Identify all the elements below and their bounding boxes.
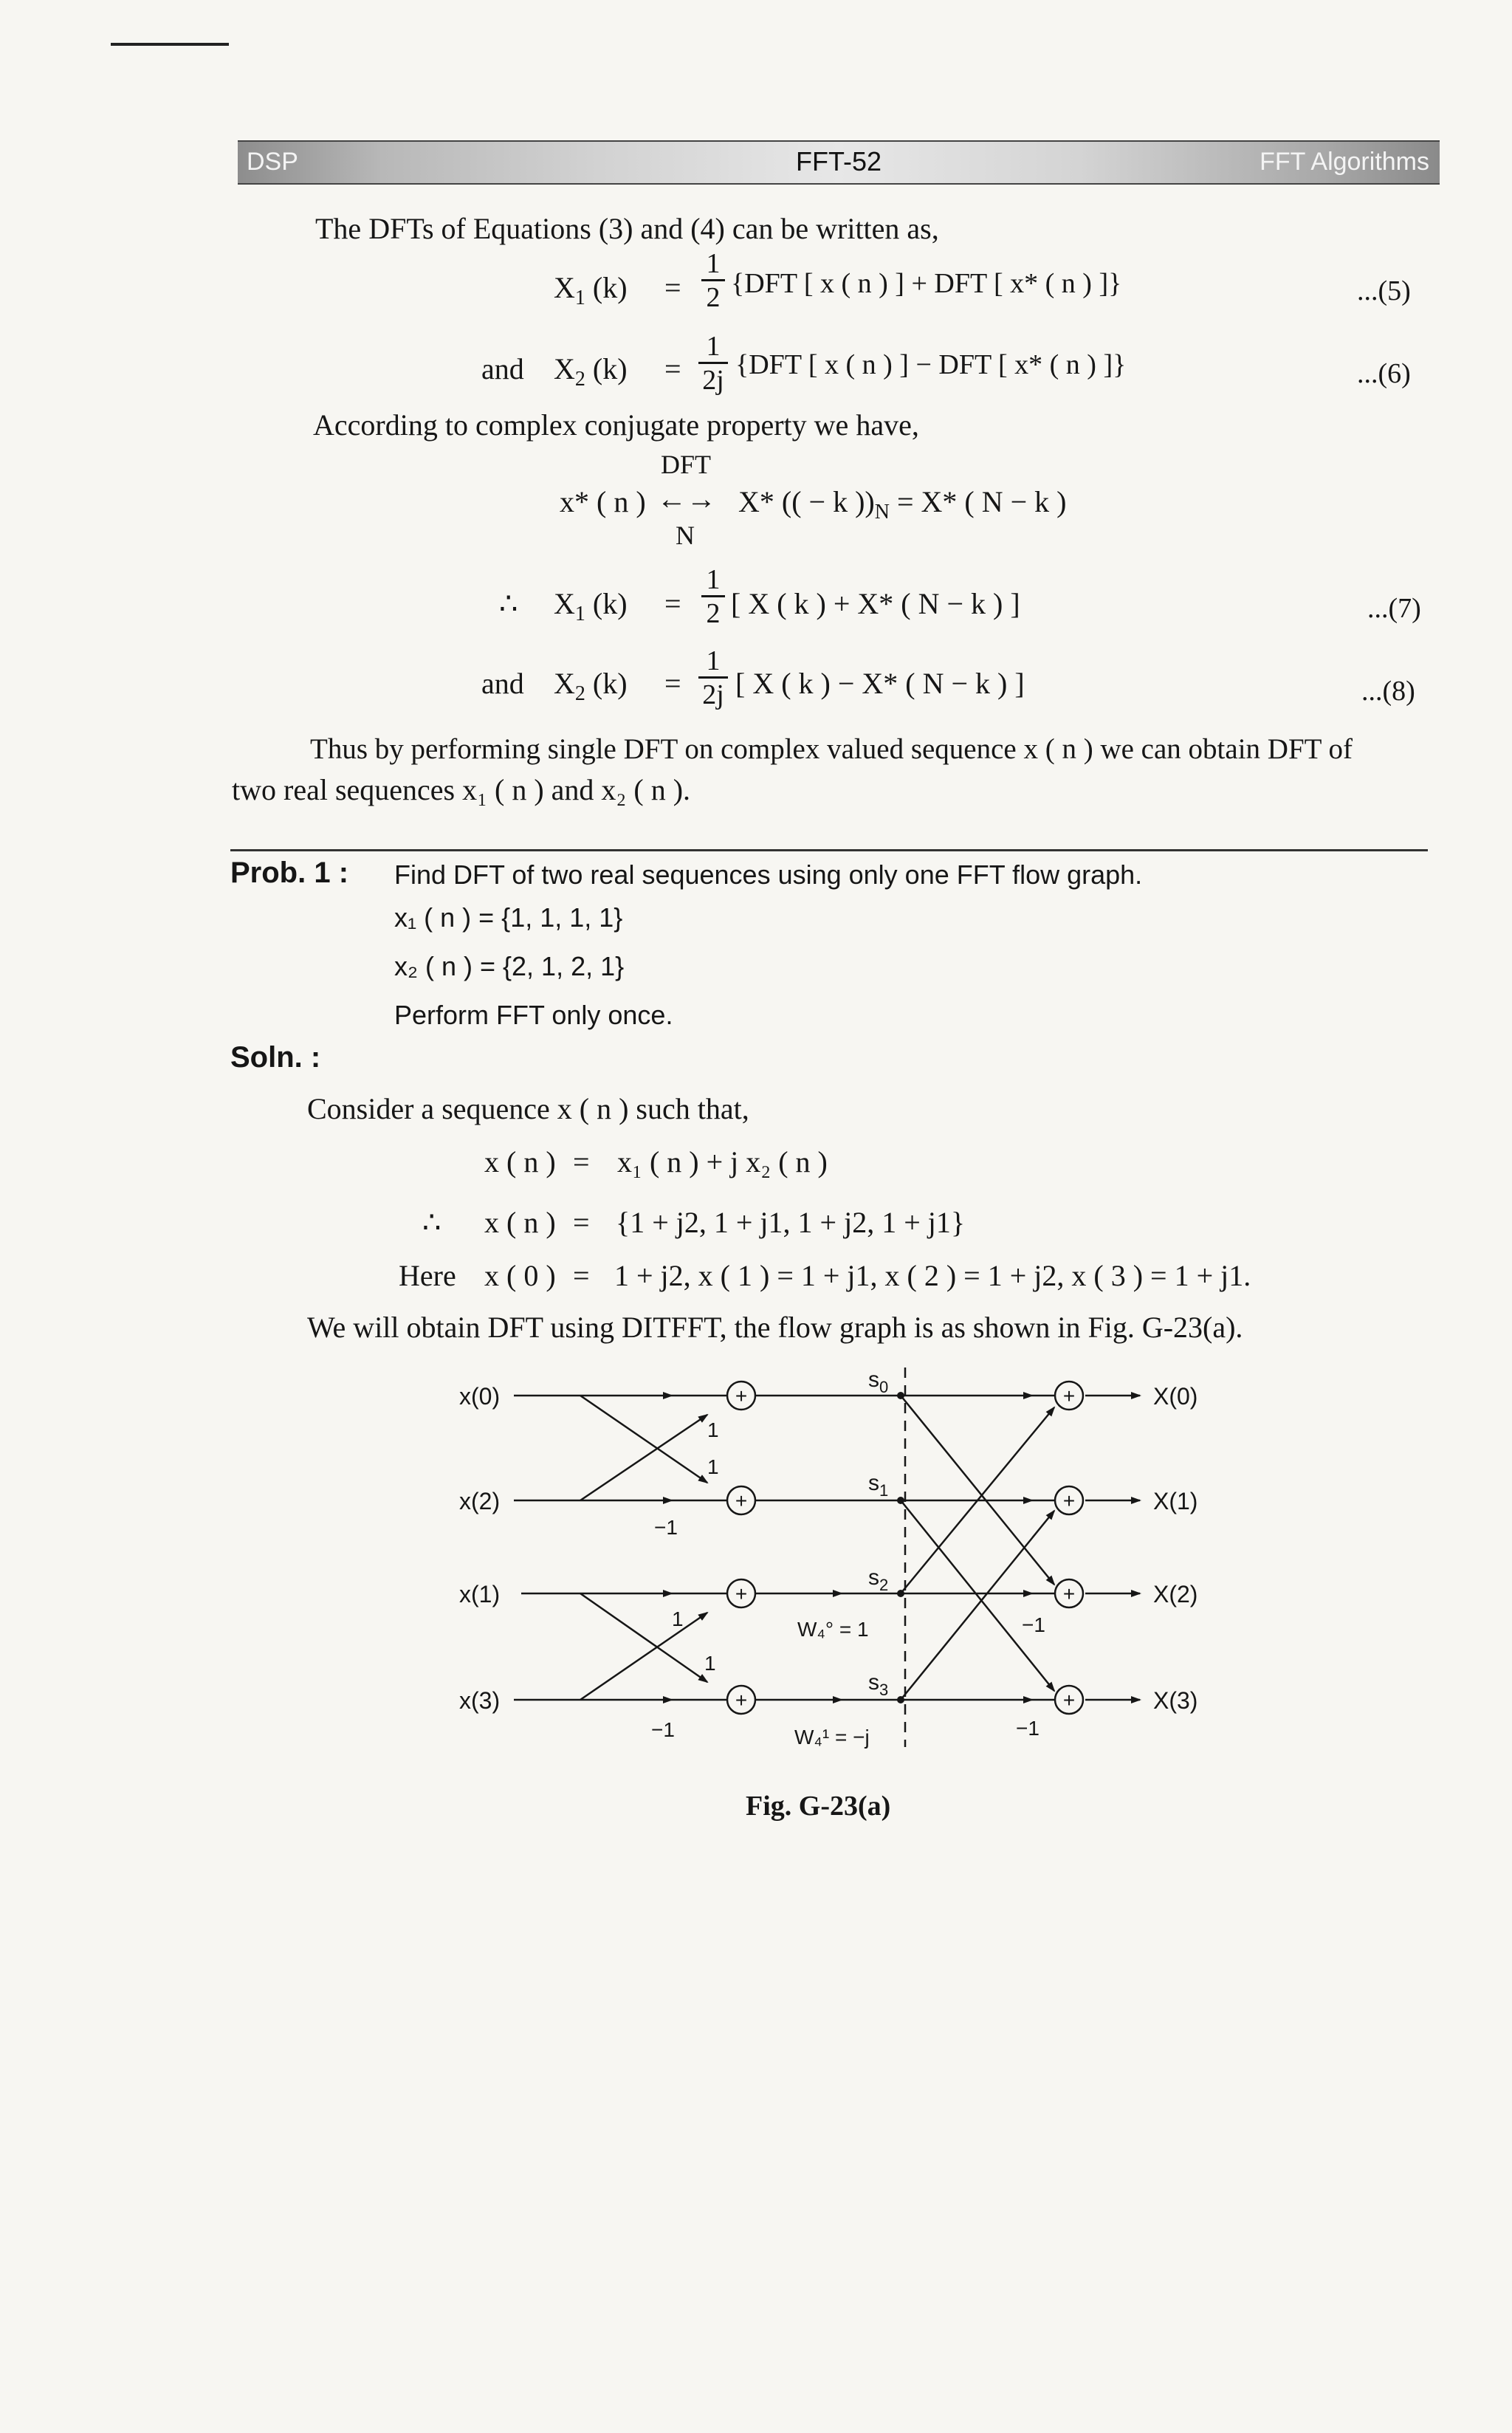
problem-label: Prob. 1 :: [230, 857, 349, 889]
thus-line-1: Thus by performing single DFT on complex valued sequence x ( n ) we can obtain DFT of: [310, 733, 1353, 765]
conj-rhs: X* (( − k ))$_N = X*$ ( N − k ): [738, 485, 1067, 524]
eq7-prefix: ∴: [499, 587, 518, 620]
label-s1: $s_1$: [868, 1471, 889, 1500]
label-s3: $s_3$: [868, 1670, 889, 1699]
stage1-branches: [514, 1396, 726, 1700]
eq8-lhs: $X_2$ (k): [554, 667, 628, 705]
eq6-frac-num: 1: [706, 331, 721, 362]
svg-text:−1: −1: [651, 1718, 675, 1741]
output-labels: [1153, 1383, 1197, 1714]
branch-weights: [651, 1418, 1045, 1741]
eq8-number: ...(8): [1361, 676, 1415, 707]
svg-text:−1: −1: [1016, 1717, 1040, 1740]
eq6-frac-den: 2j: [702, 365, 724, 396]
input-x0: x(0): [459, 1383, 501, 1410]
here-lhs: x ( 0 ): [484, 1259, 556, 1292]
seq-equals: =: [573, 1206, 590, 1239]
here-rhs: 1 + j2, x ( 1 ) = 1 + j1, x ( 2 ) = 1 + j2, x ( 3 ) = 1 + j1.: [614, 1259, 1251, 1292]
input-x2: x(2): [459, 1488, 501, 1514]
stage2-branches: [756, 1396, 1140, 1700]
eq5-frac-den: 2: [706, 282, 721, 313]
conj-lhs: x* ( n ): [560, 485, 646, 518]
def-rhs: x₁ ( n ) + j x₂ ( n ): [617, 1145, 828, 1178]
eq7-frac-num: 1: [706, 564, 721, 595]
header-subject: DSP: [247, 148, 298, 176]
eq8-frac-num: 1: [706, 645, 721, 676]
svg-text:−1: −1: [1022, 1613, 1045, 1636]
eq8-equals: =: [664, 667, 681, 700]
solution-label: Soln. :: [230, 1041, 321, 1074]
input-x1: x(1): [459, 1581, 501, 1607]
label-s0: $s_0$: [868, 1368, 889, 1396]
eq6-number: ...(6): [1357, 358, 1411, 389]
eq6-lhs: $X_2$ (k): [554, 352, 628, 391]
seq-rhs: {1 + j2, 1 + j1, 1 + j2, 1 + j1}: [616, 1206, 966, 1239]
problem-note: Perform FFT only once.: [394, 1000, 673, 1030]
def-equals: =: [573, 1145, 590, 1178]
problem-x1: x₁ ( n ) = {1, 1, 1, 1}: [394, 902, 623, 933]
solution-obtain: We will obtain DFT using DITFFT, the flow graph is as shown in Fig. G-23(a).: [307, 1311, 1243, 1344]
eq5-rhs: {DFT [ x ( n ) ] + DFT [ x* ( n ) ]}: [731, 268, 1122, 299]
svg-text:1: 1: [672, 1607, 684, 1630]
stage-node-dots: [897, 1392, 904, 1703]
svg-text:+: +: [735, 1689, 748, 1712]
eq5-lhs: $X_1$ (k): [554, 271, 628, 309]
output-X3: X(3): [1153, 1687, 1198, 1714]
header-page-number: FFT-52: [795, 146, 882, 176]
svg-text:1: 1: [707, 1418, 719, 1441]
svg-text:+: +: [1062, 1489, 1076, 1512]
here-label: Here: [399, 1259, 456, 1292]
conj-arrow: ←→: [657, 482, 716, 515]
output-X0: X(0): [1153, 1383, 1198, 1410]
svg-text:1: 1: [704, 1652, 716, 1675]
eq7-number: ...(7): [1367, 593, 1421, 624]
eq8-frac-den: 2j: [702, 679, 724, 710]
conj-top-label: DFT: [661, 450, 712, 479]
intro-text: The DFTs of Equations (3) and (4) can be written as,: [315, 212, 939, 245]
thus-line-2: two real sequences x₁ ( n ) and x₂ ( n ).: [232, 773, 691, 806]
twiddle-w40: W₄° = 1: [797, 1618, 869, 1641]
svg-text:+: +: [1062, 1582, 1076, 1605]
seq-lhs: x ( n ): [484, 1206, 556, 1239]
svg-text:1: 1: [707, 1455, 719, 1478]
output-X2: X(2): [1153, 1581, 1198, 1607]
svg-text:+: +: [735, 1384, 748, 1407]
input-labels: [459, 1383, 500, 1714]
input-x3: x(3): [459, 1687, 501, 1714]
eq7-rhs: [ X ( k ) + X* ( N − k ) ]: [731, 587, 1020, 620]
label-s2: $s_2$: [868, 1565, 889, 1594]
eq7-frac-den: 2: [706, 598, 721, 629]
figure-caption: Fig. G-23(a): [746, 1791, 891, 1822]
conj-bottom-label: N: [676, 521, 695, 550]
svg-text:+: +: [735, 1582, 748, 1605]
eq8-prefix: and: [481, 667, 524, 700]
eq7-equals: =: [664, 587, 681, 620]
eq5-number: ...(5): [1357, 275, 1411, 306]
svg-text:+: +: [1062, 1384, 1076, 1407]
eq7-lhs: $X_1$ (k): [554, 587, 628, 625]
eq5-frac-num: 1: [706, 248, 721, 279]
stage-node-labels: [868, 1368, 888, 1699]
problem-statement: Find DFT of two real sequences using only one FFT flow graph.: [394, 859, 1143, 890]
solution-consider: Consider a sequence x ( n ) such that,: [307, 1092, 749, 1125]
output-X1: X(1): [1153, 1488, 1198, 1514]
twiddle-w41: W₄¹ = −j: [794, 1726, 870, 1749]
eq6-prefix: and: [481, 352, 524, 385]
svg-text:−1: −1: [654, 1516, 678, 1539]
here-equals: =: [573, 1259, 590, 1292]
eq8-rhs: [ X ( k ) − X* ( N − k ) ]: [735, 667, 1025, 700]
eq5-equals: =: [664, 271, 681, 304]
problem-x2: x₂ ( n ) = {2, 1, 2, 1}: [394, 951, 625, 981]
conj-intro: According to complex conjugate property we have,: [313, 408, 919, 442]
svg-text:+: +: [1062, 1689, 1076, 1712]
eq6-equals: =: [664, 352, 681, 385]
def-lhs: x ( n ): [484, 1145, 556, 1178]
svg-text:+: +: [735, 1489, 748, 1512]
therefore-symbol: ∴: [422, 1206, 441, 1239]
header-chapter: FFT Algorithms: [1260, 148, 1429, 176]
eq6-rhs: {DFT [ x ( n ) ] − DFT [ x* ( n ) ]}: [735, 349, 1127, 380]
